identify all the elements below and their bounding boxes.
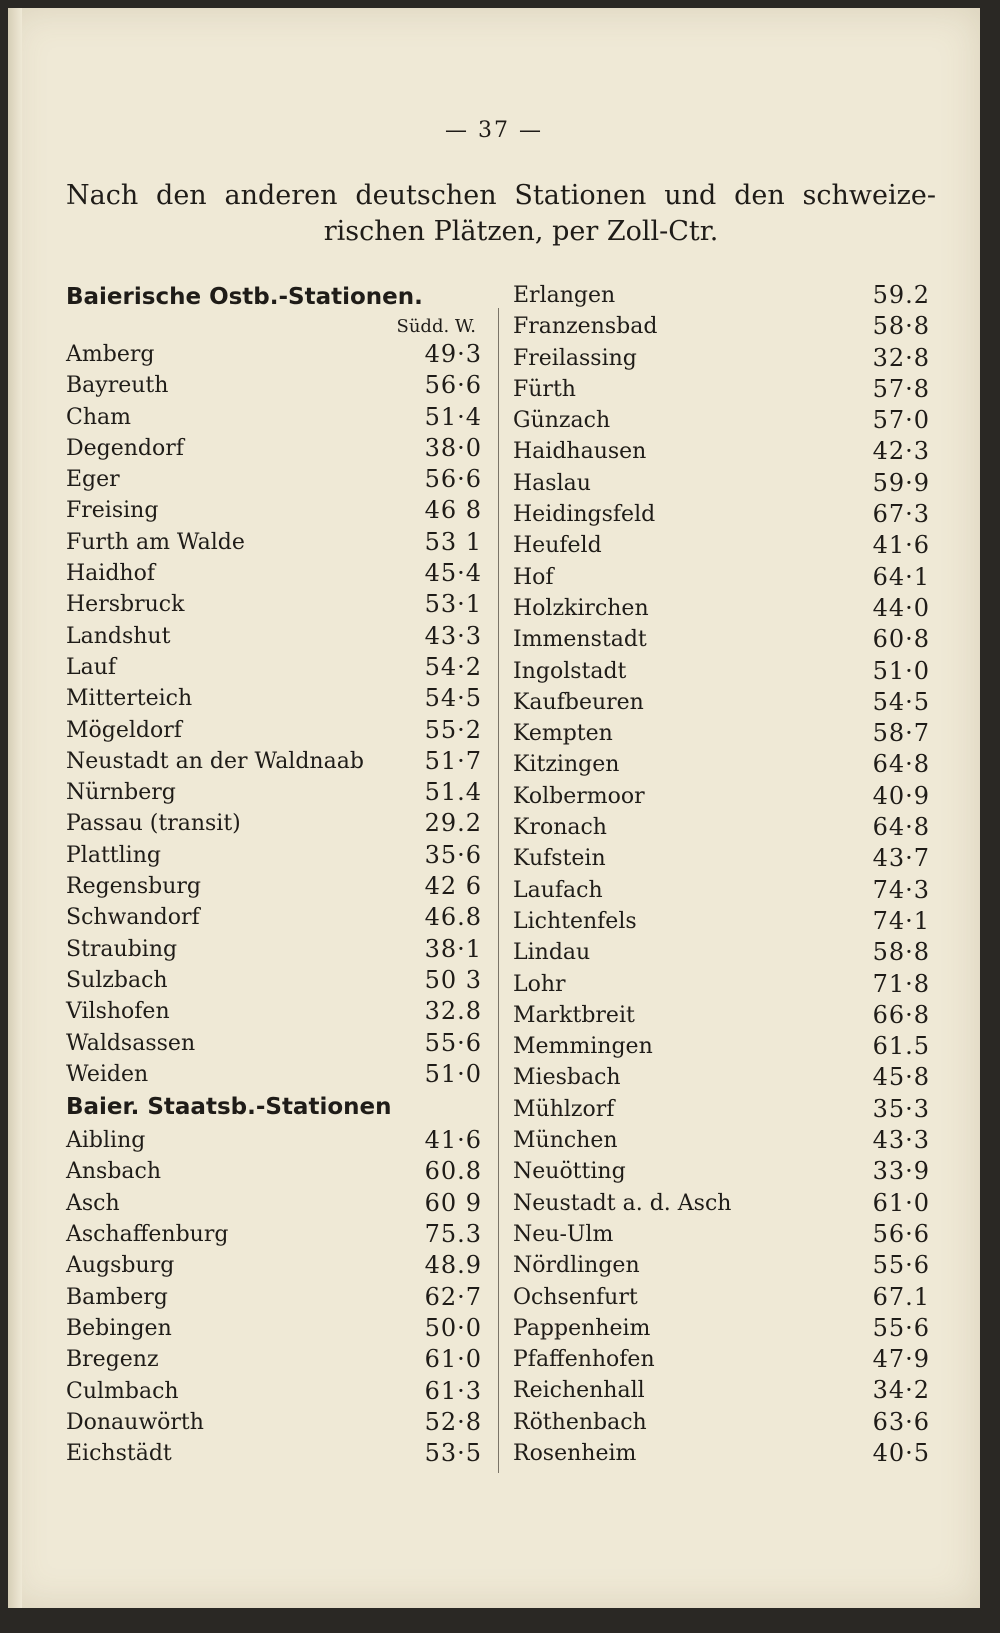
station-row — [513, 1282, 938, 1313]
station-row — [513, 1313, 938, 1344]
station-name: Bayreuth — [66, 373, 169, 399]
station-name: Degendorf — [66, 435, 184, 461]
station-row — [513, 718, 938, 749]
station-name: Freising — [66, 498, 159, 524]
freight-rate: 42·3 — [872, 437, 930, 466]
freight-rate: 43·7 — [872, 844, 930, 873]
station-name: Weiden — [66, 1061, 149, 1087]
freight-rate: 47·9 — [872, 1345, 930, 1374]
freight-rate: 51·7 — [424, 746, 482, 775]
heading-word: den — [156, 180, 207, 211]
freight-rate: 50 3 — [424, 965, 482, 994]
freight-rate: 56·6 — [424, 371, 482, 400]
staatsbahn-station-list-continued — [513, 280, 938, 1469]
freight-rate: 64·1 — [872, 562, 930, 591]
ostbahn-station-list — [66, 339, 486, 1090]
station-name: Augsburg — [66, 1253, 175, 1279]
station-row — [66, 1376, 486, 1407]
freight-rate: 55·6 — [424, 1028, 482, 1057]
station-name: München — [513, 1128, 618, 1154]
station-name: Bamberg — [66, 1284, 168, 1310]
station-row — [66, 433, 486, 464]
freight-rate: 75.3 — [424, 1220, 482, 1249]
station-row — [66, 1219, 486, 1250]
heading-word: schweize- — [802, 180, 936, 211]
station-row — [66, 965, 486, 996]
station-name: Amberg — [66, 342, 155, 367]
station-row — [66, 840, 486, 871]
station-row — [513, 1062, 938, 1093]
station-name: Lauf — [66, 654, 117, 680]
column-divider — [498, 308, 499, 1473]
station-name: Neustadt a. d. Asch — [513, 1190, 732, 1216]
freight-rate: 61.5 — [872, 1032, 930, 1061]
heading-word: Stationen — [514, 180, 647, 211]
freight-rate: 63·6 — [872, 1407, 930, 1436]
freight-rate: 33·9 — [872, 1157, 930, 1186]
page-heading — [66, 178, 936, 250]
right-column — [513, 280, 938, 1469]
station-row — [513, 1375, 938, 1406]
freight-rate: 58·8 — [872, 938, 930, 967]
station-row — [513, 843, 938, 874]
station-row — [513, 687, 938, 718]
station-name: Heufeld — [513, 533, 602, 559]
station-name: Fürth — [513, 376, 576, 402]
freight-rate: 66·8 — [872, 1000, 930, 1029]
station-name: Lindau — [513, 940, 591, 966]
station-row — [513, 1219, 938, 1250]
station-name: Günzach — [513, 408, 611, 434]
station-name: Haidhausen — [513, 439, 647, 465]
station-name: Miesbach — [513, 1065, 621, 1091]
station-row — [513, 1188, 938, 1219]
freight-rate: 40·9 — [872, 781, 930, 810]
station-name: Neustadt an der Waldnaab — [66, 748, 364, 774]
freight-rate: 54·2 — [424, 652, 482, 681]
station-name: Mühlzorf — [513, 1096, 615, 1122]
station-name: Ochsenfurt — [513, 1284, 638, 1310]
freight-rate: 46 8 — [424, 496, 482, 525]
station-row — [66, 1125, 486, 1156]
station-row — [66, 589, 486, 620]
station-row — [66, 1059, 486, 1090]
station-row — [513, 1407, 938, 1438]
freight-rate: 67·3 — [872, 500, 930, 529]
station-row — [66, 1028, 486, 1059]
station-row — [66, 1188, 486, 1219]
freight-rate: 54·5 — [872, 687, 930, 716]
freight-rate: 60·8 — [872, 625, 930, 654]
station-row — [66, 495, 486, 526]
station-name: Haslau — [513, 470, 591, 496]
freight-rate: 50·0 — [424, 1313, 482, 1342]
freight-rate: 51·0 — [872, 656, 930, 685]
station-row — [66, 1344, 486, 1375]
station-name: Erlangen — [513, 283, 616, 308]
station-name: Heidingsfeld — [513, 502, 656, 528]
station-row — [66, 902, 486, 933]
station-name: Kitzingen — [513, 752, 620, 778]
station-name: Ingolstadt — [513, 658, 627, 684]
station-row — [66, 1407, 486, 1438]
station-row — [513, 1125, 938, 1156]
freight-rate: 60.8 — [424, 1157, 482, 1186]
station-row — [66, 402, 486, 433]
freight-rate: 40·5 — [872, 1438, 930, 1467]
station-name: Eger — [66, 467, 120, 493]
station-name: Reichenhall — [513, 1378, 645, 1404]
freight-rate: 38·0 — [424, 433, 482, 462]
station-row — [66, 558, 486, 589]
station-row — [66, 746, 486, 777]
station-row — [513, 593, 938, 624]
station-row — [513, 969, 938, 1000]
station-row — [66, 527, 486, 558]
station-row — [513, 1031, 938, 1062]
freight-rate: 45·8 — [872, 1063, 930, 1092]
station-name: Waldsassen — [66, 1030, 196, 1056]
heading-word: und — [664, 180, 717, 211]
station-name: Haidhof — [66, 561, 155, 587]
freight-rate: 35·3 — [872, 1094, 930, 1123]
station-name: Landshut — [66, 623, 171, 649]
station-row — [66, 339, 486, 370]
freight-rate: 42 6 — [424, 872, 482, 901]
station-row — [513, 656, 938, 687]
station-row — [513, 624, 938, 655]
freight-rate: 35·6 — [424, 840, 482, 869]
station-row — [66, 464, 486, 495]
station-row — [66, 1438, 486, 1469]
station-row — [513, 311, 938, 342]
station-name: Mögeldorf — [66, 717, 182, 743]
station-row — [513, 499, 938, 530]
station-row — [66, 621, 486, 652]
station-row — [513, 562, 938, 593]
heading-word: anderen — [224, 180, 338, 211]
freight-rate: 53·5 — [424, 1439, 482, 1468]
station-name: Lohr — [513, 971, 566, 997]
freight-rate: 53 1 — [424, 527, 482, 556]
freight-rate: 29.2 — [424, 809, 482, 838]
freight-rate: 60 9 — [424, 1188, 482, 1217]
heading-line-1 — [66, 178, 936, 214]
section-title-staatsbahn: Baier. Staatsb.-Stationen — [66, 1094, 392, 1121]
station-row — [66, 1282, 486, 1313]
heading-word: den — [734, 180, 785, 211]
station-row — [513, 1156, 938, 1187]
station-name: Hof — [513, 564, 554, 590]
station-row — [66, 996, 486, 1027]
station-name: Bregenz — [66, 1347, 159, 1373]
freight-rate: 46.8 — [424, 903, 482, 932]
station-name: Plattling — [66, 842, 161, 868]
station-row — [513, 906, 938, 937]
freight-rate: 59·9 — [872, 468, 930, 497]
station-row — [513, 280, 938, 311]
station-row — [66, 1250, 486, 1281]
freight-rate: 56·6 — [872, 1219, 930, 1248]
freight-rate: 53·1 — [424, 590, 482, 619]
heading-word: deutschen — [355, 180, 497, 211]
station-row — [513, 937, 938, 968]
freight-rate: 55·6 — [872, 1251, 930, 1280]
station-name: Freilassing — [513, 345, 637, 371]
document-page — [8, 8, 980, 1608]
freight-rate: 74·3 — [872, 875, 930, 904]
unit-label: Südd. W. — [396, 316, 476, 337]
station-name: Straubing — [66, 936, 178, 962]
staatsbahn-station-list — [66, 1125, 486, 1469]
station-row — [66, 370, 486, 401]
station-name: Lichtenfels — [513, 908, 637, 934]
station-name: Mitterteich — [66, 686, 193, 712]
station-name: Pappenheim — [513, 1315, 651, 1341]
freight-rate: 64·8 — [872, 813, 930, 842]
station-name: Röthenbach — [513, 1409, 647, 1435]
station-name: Neuötting — [513, 1159, 626, 1185]
freight-rate: 44·0 — [872, 593, 930, 622]
freight-rate: 57·8 — [872, 374, 930, 403]
station-name: Eichstädt — [66, 1441, 172, 1467]
freight-rate: 34·2 — [872, 1376, 930, 1405]
freight-rate: 56·6 — [424, 465, 482, 494]
station-row — [513, 343, 938, 374]
station-row — [66, 934, 486, 965]
station-name: Nürnberg — [66, 780, 176, 806]
freight-rate: 45·4 — [424, 559, 482, 588]
freight-rate: 61·0 — [872, 1188, 930, 1217]
heading-word: Nach — [66, 180, 139, 211]
freight-rate: 74·1 — [872, 906, 930, 935]
station-name: Bebingen — [66, 1315, 172, 1341]
station-name: Ansbach — [66, 1159, 162, 1185]
page-number: — 37 — — [445, 118, 543, 143]
station-row — [66, 715, 486, 746]
station-row — [66, 683, 486, 714]
freight-rate: 41·6 — [872, 531, 930, 560]
freight-rate: 32.8 — [424, 997, 482, 1026]
station-name: Vilshofen — [66, 999, 170, 1025]
freight-rate: 61·0 — [424, 1345, 482, 1374]
page-edge — [8, 8, 22, 1608]
freight-rate: 51·4 — [424, 402, 482, 431]
heading-line-2: rischen Plätzen, per Zoll-Ctr. — [323, 216, 719, 247]
station-name: Pfaffenhofen — [513, 1347, 655, 1373]
station-name: Donauwörth — [66, 1409, 204, 1435]
station-row — [513, 781, 938, 812]
station-name: Rosenheim — [513, 1440, 637, 1466]
freight-rate: 58·8 — [872, 312, 930, 341]
station-name: Kufstein — [513, 846, 606, 872]
station-row — [66, 777, 486, 808]
station-row — [513, 875, 938, 906]
station-row — [66, 1313, 486, 1344]
freight-rate: 64·8 — [872, 750, 930, 779]
station-name: Furth am Walde — [66, 529, 245, 555]
station-row — [513, 436, 938, 467]
station-name: Hersbruck — [66, 592, 185, 618]
freight-rate: 52·8 — [424, 1407, 482, 1436]
station-name: Laufach — [513, 877, 603, 903]
station-name: Culmbach — [66, 1378, 179, 1404]
station-row — [513, 749, 938, 780]
freight-rate: 51.4 — [424, 778, 482, 807]
station-name: Franzensbad — [513, 314, 658, 340]
station-row — [513, 1094, 938, 1125]
station-row — [513, 1000, 938, 1031]
freight-rate: 57·0 — [872, 406, 930, 435]
freight-rate: 43·3 — [872, 1126, 930, 1155]
freight-rate: 41·6 — [424, 1126, 482, 1155]
station-name: Kempten — [513, 721, 613, 747]
station-row — [66, 871, 486, 902]
station-row — [513, 405, 938, 436]
freight-rate: 32·8 — [872, 343, 930, 372]
section-title-ostbahn: Baierische Ostb.-Stationen. — [66, 284, 423, 310]
station-name: Cham — [66, 404, 131, 430]
station-row — [513, 1344, 938, 1375]
station-name: Kolbermoor — [513, 783, 645, 809]
station-name: Aschaffenburg — [66, 1222, 229, 1248]
station-row — [513, 374, 938, 405]
freight-rate: 38·1 — [424, 934, 482, 963]
freight-rate: 55·2 — [424, 715, 482, 744]
station-row — [513, 1438, 938, 1469]
freight-rate: 71·8 — [872, 969, 930, 998]
station-name: Immenstadt — [513, 627, 647, 653]
station-row — [513, 812, 938, 843]
freight-rate: 55·6 — [872, 1313, 930, 1342]
freight-rate: 49·3 — [424, 340, 482, 368]
station-row — [66, 1156, 486, 1187]
station-name: Aibling — [66, 1128, 146, 1154]
station-row — [513, 530, 938, 561]
freight-rate: 58·7 — [872, 719, 930, 748]
freight-rate: 43·3 — [424, 621, 482, 650]
station-name: Passau (transit) — [66, 811, 241, 837]
freight-rate: 48.9 — [424, 1251, 482, 1280]
station-name: Holzkirchen — [513, 595, 649, 621]
station-name: Asch — [66, 1190, 120, 1216]
station-name: Sulzbach — [66, 967, 168, 993]
freight-rate: 54·5 — [424, 684, 482, 713]
station-row — [66, 652, 486, 683]
left-column — [66, 280, 486, 1469]
station-name: Memmingen — [513, 1034, 653, 1060]
freight-rate: 59.2 — [872, 281, 930, 309]
station-name: Kaufbeuren — [513, 689, 644, 715]
freight-rate: 61·3 — [424, 1376, 482, 1405]
station-row — [513, 468, 938, 499]
station-name: Regensburg — [66, 874, 201, 900]
freight-rate: 62·7 — [424, 1282, 482, 1311]
freight-rate: 51·0 — [424, 1059, 482, 1088]
station-name: Schwandorf — [66, 905, 200, 931]
station-name: Nördlingen — [513, 1253, 640, 1279]
station-name: Neu-Ulm — [513, 1221, 614, 1247]
station-row — [513, 1250, 938, 1281]
freight-rate: 67.1 — [872, 1282, 930, 1311]
station-name: Kronach — [513, 815, 607, 841]
station-name: Marktbreit — [513, 1002, 635, 1028]
station-row — [66, 808, 486, 839]
